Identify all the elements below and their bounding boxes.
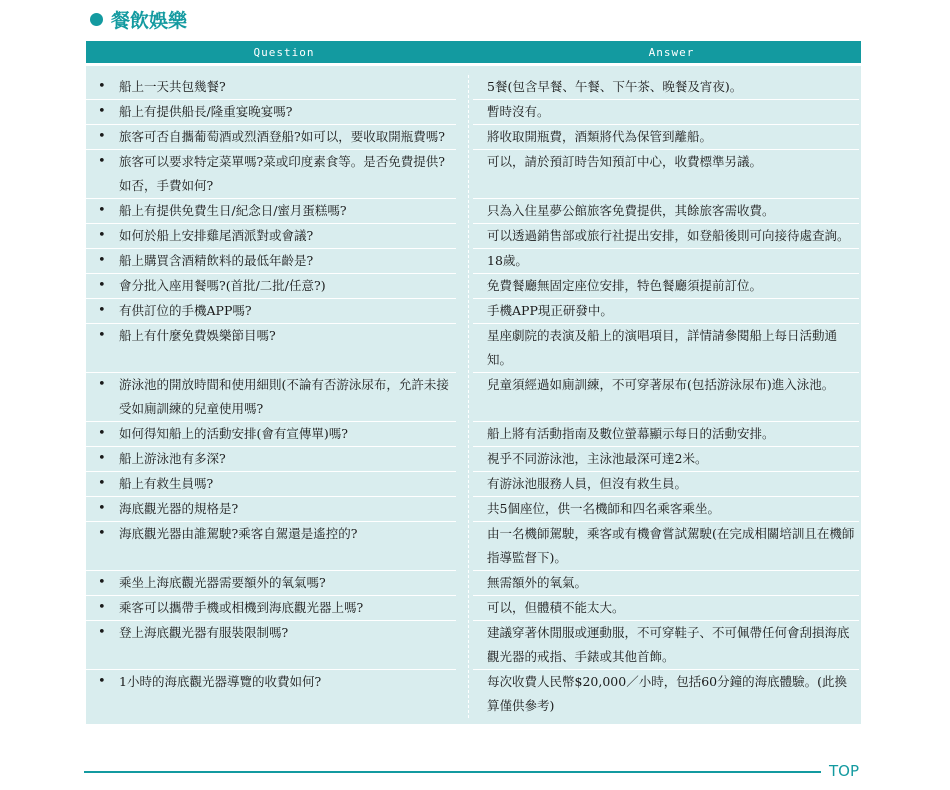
question-cell: [86, 274, 456, 299]
question-text: 船上游泳池有多深?: [119, 451, 226, 466]
bullet-icon: •: [98, 154, 106, 169]
table-row: [86, 100, 861, 125]
question-text: 船上有提供免費生日/紀念日/蜜月蛋糕嗎?: [119, 203, 347, 218]
answer-cell: [473, 75, 859, 100]
question-cell: [86, 670, 456, 718]
question-text: 旅客可否自攜葡萄酒或烈酒登船?如可以，要收取開瓶費嗎?: [119, 129, 445, 144]
answer-cell: [473, 596, 859, 621]
answer-text: 可以，但體積不能太大。: [487, 600, 625, 615]
table-row: [86, 522, 861, 571]
answer-cell: [473, 472, 859, 497]
table-header: [86, 41, 861, 63]
question-cell: [86, 150, 456, 199]
bullet-icon: •: [98, 625, 106, 640]
question-cell: [86, 100, 456, 125]
bullet-icon: •: [98, 451, 106, 466]
question-cell: [86, 324, 456, 373]
answer-cell: [473, 497, 859, 522]
back-to-top-link[interactable]: TOP: [829, 762, 860, 780]
answer-cell: [473, 299, 859, 324]
question-text: 船上有什麼免費娛樂節目嗎?: [119, 328, 276, 343]
question-text: 海底觀光器由誰駕駛?乘客自駕還是遙控的?: [119, 526, 358, 541]
bullet-icon: •: [98, 426, 106, 441]
table-row: [86, 447, 861, 472]
question-cell: [86, 75, 456, 100]
question-cell: [86, 447, 456, 472]
answer-text: 無需額外的氧氣。: [487, 575, 588, 590]
answer-cell: [473, 125, 859, 150]
faq-table: [86, 41, 861, 724]
question-cell: [86, 125, 456, 150]
answer-cell: [473, 571, 859, 596]
bullet-icon: •: [98, 674, 106, 689]
answer-text: 可以，請於預訂時告知預訂中心，收費標準另議。: [487, 154, 763, 169]
question-text: 會分批入座用餐嗎?(首批/二批/任意?): [119, 278, 326, 293]
question-text: 船上有救生員嗎?: [119, 476, 214, 491]
bullet-icon: •: [98, 526, 106, 541]
table-row: [86, 249, 861, 274]
question-text: 如何得知船上的活動安排(會有宣傳單)嗎?: [119, 426, 348, 441]
question-cell: [86, 472, 456, 497]
question-text: 乘客可以攜帶手機或相機到海底觀光器上嗎?: [119, 600, 364, 615]
question-cell: [86, 422, 456, 447]
answer-text: 有游泳池服務人員，但沒有救生員。: [487, 476, 688, 491]
table-row: [86, 472, 861, 497]
table-row: [86, 621, 861, 670]
answer-text: 手機APP現正研發中。: [487, 303, 613, 318]
question-text: 如何於船上安排雞尾酒派對或會議?: [119, 228, 314, 243]
bullet-icon: •: [98, 575, 106, 590]
bullet-icon: •: [98, 476, 106, 491]
table-row: [86, 596, 861, 621]
question-cell: [86, 621, 456, 670]
answer-cell: [473, 100, 859, 125]
table-row: [86, 75, 861, 100]
question-text: 旅客可以要求特定菜單嗎?菜或印度素食等。是否免費提供?如否，手費如何?: [119, 154, 445, 193]
answer-cell: [473, 522, 859, 571]
bullet-icon: •: [98, 203, 106, 218]
bullet-icon: •: [98, 303, 106, 318]
question-text: 1小時的海底觀光器導覽的收費如何?: [119, 674, 322, 689]
bullet-icon: •: [98, 79, 106, 94]
answer-text: 視乎不同游泳池，主泳池最深可達2米。: [487, 451, 708, 466]
table-row: [86, 324, 861, 373]
question-cell: [86, 224, 456, 249]
answer-cell: [473, 150, 859, 199]
table-row: [86, 199, 861, 224]
question-text: 有供訂位的手機APP嗎?: [119, 303, 252, 318]
bullet-icon: •: [98, 328, 106, 343]
question-column-header: Question: [253, 45, 315, 59]
question-cell: [86, 299, 456, 324]
question-text: 登上海底觀光器有服裝限制嗎?: [119, 625, 289, 640]
table-row: [86, 571, 861, 596]
answer-text: 兒童須經過如廁訓練，不可穿著尿布(包括游泳尿布)進入泳池。: [487, 377, 835, 392]
table-row: [86, 224, 861, 249]
question-cell: [86, 522, 456, 571]
bullet-icon: •: [98, 228, 106, 243]
table-body: [86, 66, 861, 724]
question-text: 海底觀光器的規格是?: [119, 501, 239, 516]
answer-text: 只為入住星夢公館旅客免費提供，其餘旅客需收費。: [487, 203, 775, 218]
answer-cell: [473, 422, 859, 447]
table-row: [86, 497, 861, 522]
answer-cell: [473, 224, 859, 249]
answer-text: 由一名機師駕駛，乘客或有機會嘗試駕駛(在完成相關培訓且在機師指導監督下)。: [487, 526, 855, 565]
answer-text: 5餐(包含早餐、午餐、下午茶、晚餐及宵夜)。: [487, 79, 743, 94]
answer-cell: [473, 621, 859, 670]
answer-text: 星座劇院的表演及船上的演唱項目，詳情請參閱船上每日活動通知。: [487, 328, 838, 367]
answer-cell: [473, 274, 859, 299]
answer-text: 可以透過銷售部或旅行社提出安排，如登船後則可向接待處查詢。: [487, 228, 850, 243]
question-cell: [86, 497, 456, 522]
answer-text: 暫時沒有。: [487, 104, 550, 119]
question-text: 乘坐上海底觀光器需要額外的氧氣嗎?: [119, 575, 326, 590]
question-text: 船上一天共包幾餐?: [119, 79, 226, 94]
section-title: 餐飲娛樂: [111, 10, 188, 32]
answer-cell: [473, 199, 859, 224]
answer-text: 建議穿著休閒服或運動服，不可穿鞋子、不可佩帶任何會刮損海底觀光器的戒指、手錶或其他首飾。: [487, 625, 850, 664]
column-divider: [468, 75, 469, 718]
footer-divider: [84, 771, 821, 773]
answer-text: 船上將有活動指南及數位螢幕顯示每日的活動安排。: [487, 426, 775, 441]
question-cell: [86, 596, 456, 621]
bullet-icon: •: [98, 253, 106, 268]
section-bullet-icon: [90, 13, 103, 26]
question-cell: [86, 249, 456, 274]
table-row: [86, 150, 861, 199]
answer-text: 18歲。: [487, 253, 528, 268]
answer-text: 將收取開瓶費，酒類將代為保管到離船。: [487, 129, 713, 144]
bullet-icon: •: [98, 104, 106, 119]
question-text: 船上有提供船長/隆重宴晚宴嗎?: [119, 104, 293, 119]
answer-cell: [473, 249, 859, 274]
question-cell: [86, 373, 456, 422]
bullet-icon: •: [98, 129, 106, 144]
answer-cell: [473, 670, 859, 718]
bullet-icon: •: [98, 600, 106, 615]
table-row: [86, 670, 861, 718]
answer-column-header: Answer: [648, 45, 695, 59]
bullet-icon: •: [98, 377, 106, 392]
section-header: [90, 6, 187, 33]
answer-text: 免費餐廳無固定座位安排，特色餐廳須提前訂位。: [487, 278, 763, 293]
answer-cell: [473, 447, 859, 472]
question-text: 船上購買含酒精飲料的最低年齡是?: [119, 253, 314, 268]
table-row: [86, 274, 861, 299]
table-row: [86, 373, 861, 422]
question-cell: [86, 571, 456, 596]
answer-cell: [473, 324, 859, 373]
answer-text: 共5個座位，供一名機師和四名乘客乘坐。: [487, 501, 720, 516]
question-text: 游泳池的開放時間和使用細則(不論有否游泳尿布，允許未接受如廁訓練的兒童使用嗎?: [119, 377, 449, 416]
table-row: [86, 299, 861, 324]
table-row: [86, 422, 861, 447]
table-row: [86, 125, 861, 150]
bullet-icon: •: [98, 278, 106, 293]
answer-cell: [473, 373, 859, 422]
answer-text: 每次收費人民幣$20,000／小時，包括60分鐘的海底體驗。(此換算僅供參考): [487, 674, 847, 713]
question-cell: [86, 199, 456, 224]
bullet-icon: •: [98, 501, 106, 516]
